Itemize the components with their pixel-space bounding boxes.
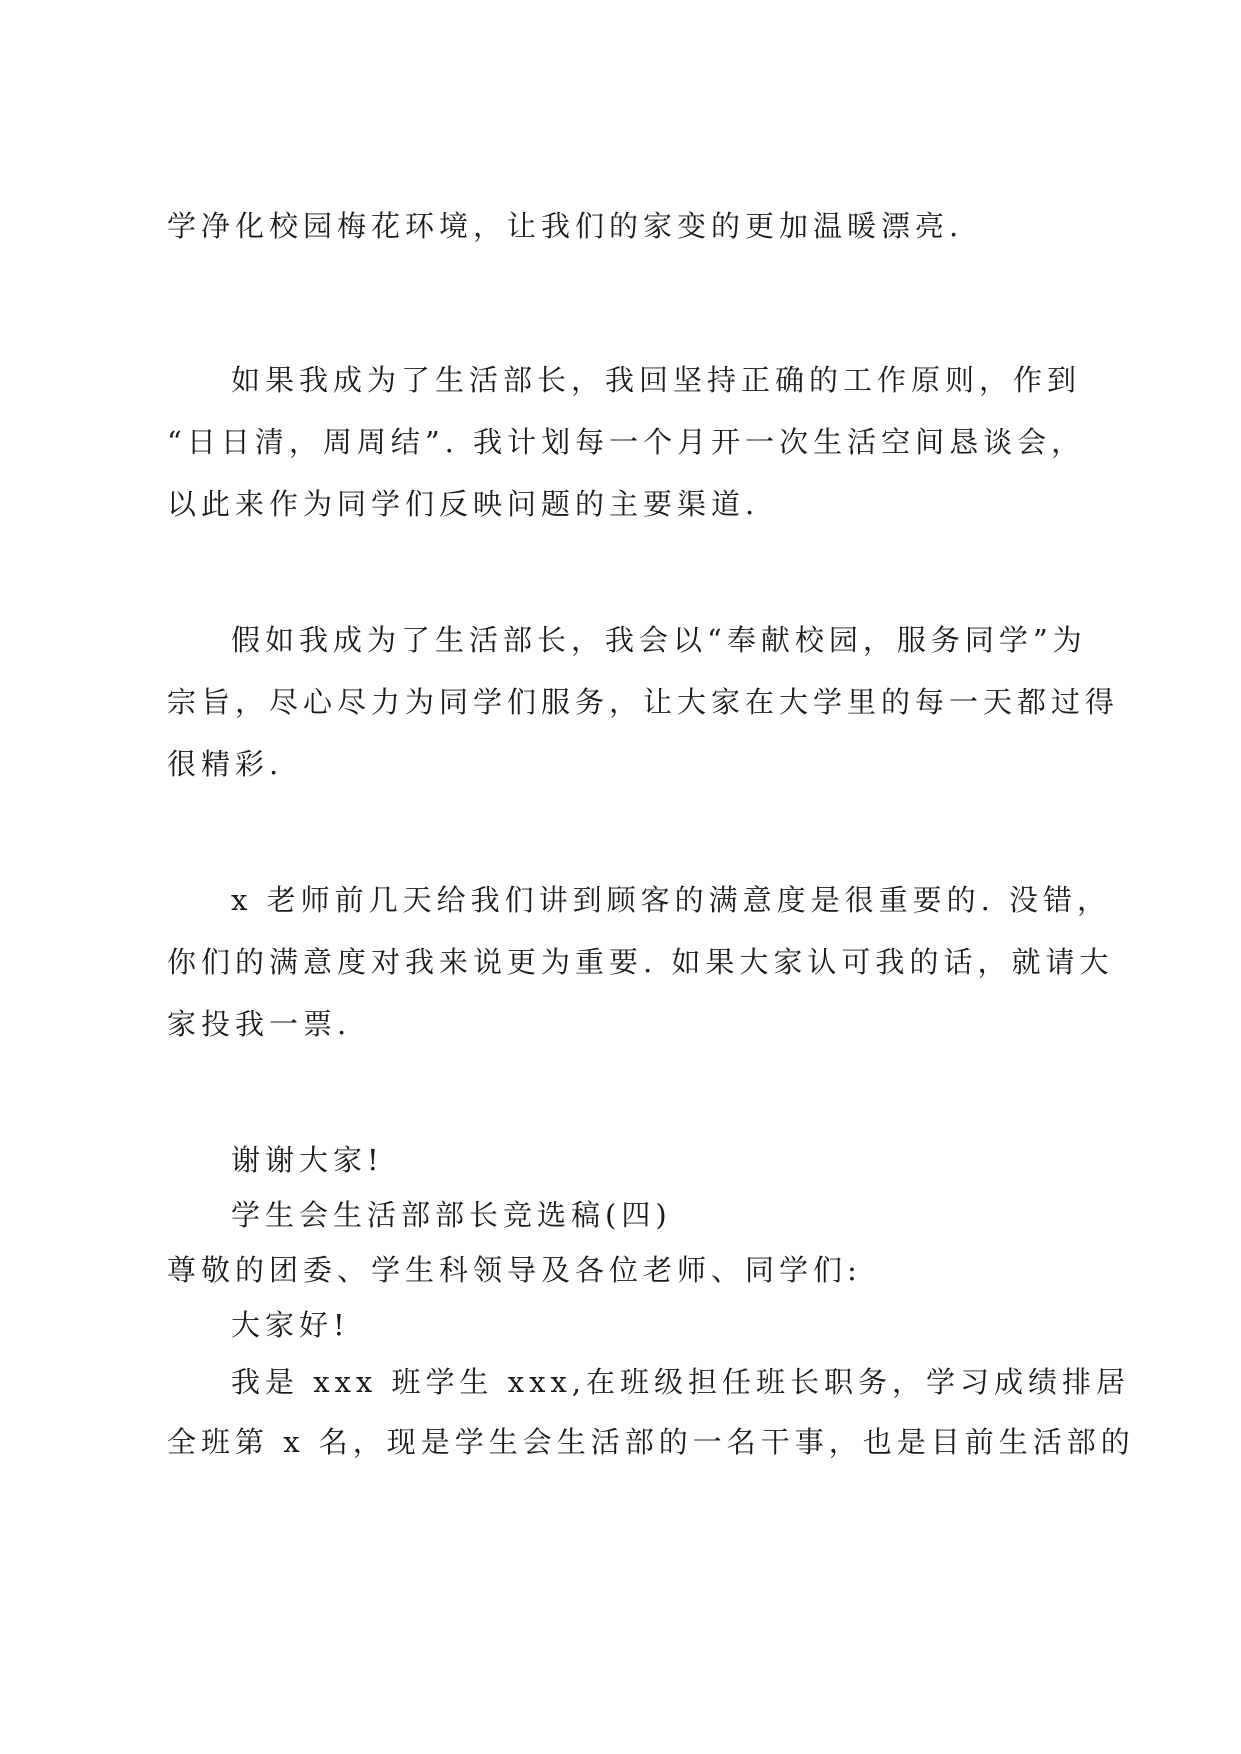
speech-title: 学生会生活部部长竞选稿(四) bbox=[231, 1198, 672, 1232]
paragraph-4-line-1: x 老师前几天给我们讲到顾客的满意度是很重要的. 没错， bbox=[231, 883, 1112, 917]
paragraph-2-line-3: 以此来作为同学们反映问题的主要渠道. bbox=[167, 487, 760, 521]
paragraph-3-line-2: 宗旨，尽心尽力为同学们服务，让大家在大学里的每一天都过得 bbox=[167, 685, 1120, 719]
paragraph-3-line-1: 假如我成为了生活部长，我会以“奉献校园，服务同学”为 bbox=[231, 623, 1087, 657]
paragraph-4-line-2: 你们的满意度对我来说更为重要. 如果大家认可我的话，就请大 bbox=[167, 945, 1114, 979]
paragraph-1-line-1: 学净化校园梅花环境，让我们的家变的更加温暖漂亮. bbox=[167, 209, 964, 243]
paragraph-2-line-1: 如果我成为了生活部长，我回坚持正确的工作原则，作到 bbox=[231, 363, 1082, 397]
thanks-line: 谢谢大家! bbox=[231, 1143, 384, 1177]
paragraph-3-line-3: 很精彩. bbox=[167, 747, 284, 781]
paragraph-2-line-2: “日日清，周周结”. 我计划每一个月开一次生活空间恳谈会， bbox=[167, 425, 1086, 459]
paragraph-9-line-2: 全班第 x 名，现是学生会生活部的一名干事，也是目前生活部的 bbox=[167, 1425, 1135, 1459]
paragraph-9-line-1: 我是 xxx 班学生 xxx,在班级担任班长职务，学习成绩排居 bbox=[231, 1365, 1131, 1399]
greeting: 大家好! bbox=[231, 1308, 350, 1342]
paragraph-4-line-3: 家投我一票. bbox=[167, 1007, 352, 1041]
salutation: 尊敬的团委、学生科领导及各位老师、同学们: bbox=[167, 1253, 862, 1287]
